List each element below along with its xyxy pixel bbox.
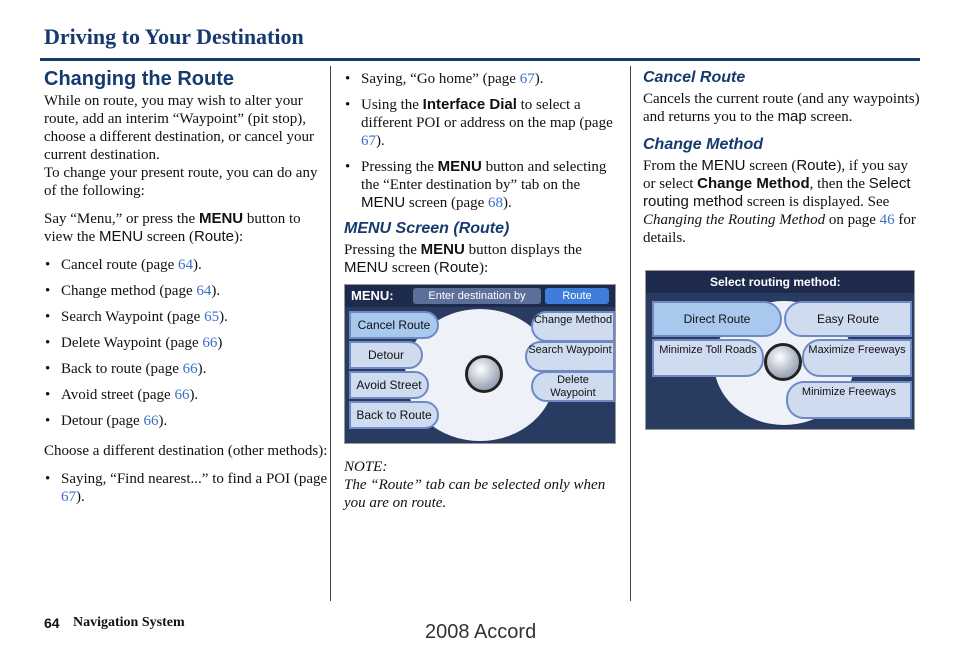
minimize-toll-roads-button[interactable]: Minimize Toll Roads <box>652 339 764 377</box>
column-divider <box>630 66 631 601</box>
note-text: The “Route” tab can be selected only when you are on route. <box>344 477 606 511</box>
routing-method-screen-image <box>645 270 915 430</box>
change-method-button[interactable]: Change Method <box>531 311 615 342</box>
maximize-freeways-button[interactable]: Maximize Freeways <box>802 339 912 377</box>
direct-route-button[interactable]: Direct Route <box>652 301 782 337</box>
list-item: • Using the Interface Dial to select a different POI or address on the map (page 67). <box>344 96 620 150</box>
intro-text-2: To change your present route, you can do any of the following: <box>44 165 318 199</box>
list-item: • Avoid street (page 66). <box>44 386 328 404</box>
minimize-freeways-button[interactable]: Minimize Freeways <box>786 381 912 419</box>
list-item: • Detour (page 66). <box>44 412 328 430</box>
section-heading: Changing the Route <box>44 68 234 90</box>
list-item: • Saying, “Go home” (page 67). <box>344 70 620 88</box>
list-item: • Search Waypoint (page 65). <box>44 308 328 326</box>
back-to-route-button[interactable]: Back to Route <box>349 401 439 429</box>
cancel-route-text: Cancels the current route (and any waypoints) and returns you to the map screen. <box>643 91 920 125</box>
cancel-route-button[interactable]: Cancel Route <box>349 311 439 339</box>
page-link[interactable]: 64 <box>196 283 212 299</box>
page-link[interactable]: 66 <box>143 413 159 429</box>
watermark: 2008 Accord <box>425 621 537 643</box>
list-item: • Change method (page 64). <box>44 282 328 300</box>
page-link[interactable]: 46 <box>879 212 895 228</box>
page-link[interactable]: 67 <box>361 133 376 149</box>
intro-text: While on route, you may wish to alter your route, add an interim “Waypoint” (pit stop), choose a different destination, or cancel your current destination. <box>44 93 315 163</box>
list-item: • Cancel route (page 64). <box>44 256 328 274</box>
interface-dial-icon <box>465 355 503 393</box>
footer-label: Navigation System <box>73 615 185 630</box>
column-3 <box>643 66 923 257</box>
list-item: • Pressing the MENU button and selecting the “Enter destination by” tab on the MENU screen (page 68). <box>344 158 620 212</box>
page-link[interactable]: 67 <box>519 71 535 87</box>
menu-screen-text: Pressing the MENU button displays the MENU screen (Route): <box>344 241 582 276</box>
page-link[interactable]: 66 <box>202 335 218 351</box>
tab-route[interactable]: Route <box>545 288 609 304</box>
interface-dial-icon <box>764 343 802 381</box>
change-method-heading: Change Method <box>643 136 763 153</box>
column-2 <box>344 66 620 287</box>
page-number: 64 <box>44 615 60 631</box>
cancel-route-heading: Cancel Route <box>643 69 746 86</box>
search-waypoint-button[interactable]: Search Waypoint <box>525 341 615 372</box>
routing-title: Select routing method: <box>710 275 841 289</box>
choose-text: Choose a different destination (other methods): <box>44 443 328 459</box>
easy-route-button[interactable]: Easy Route <box>784 301 912 337</box>
list-item: • Saying, “Find nearest...” to find a POI (page 67). <box>44 470 328 506</box>
menu-title: MENU: <box>351 288 394 303</box>
page-link[interactable]: 66 <box>174 387 190 403</box>
column-divider <box>330 66 331 601</box>
page-link[interactable]: 66 <box>182 361 198 377</box>
page-link[interactable]: 65 <box>204 309 220 325</box>
delete-waypoint-button[interactable]: Delete Waypoint <box>531 371 615 402</box>
page-title: Driving to Your Destination <box>44 24 304 49</box>
column-1 <box>44 66 328 514</box>
page-link[interactable]: 67 <box>61 489 76 505</box>
note-label: NOTE: <box>344 459 388 475</box>
say-menu-text: Say “Menu,” or press the MENU button to view the MENU screen (Route): <box>44 210 301 245</box>
note-block <box>344 458 620 512</box>
list-item: • Delete Waypoint (page 66) <box>44 334 328 352</box>
header-rule <box>40 58 920 61</box>
page-link[interactable]: 68 <box>488 195 504 211</box>
menu-screen-image <box>344 284 616 444</box>
detour-button[interactable]: Detour <box>349 341 423 369</box>
change-method-text: From the MENU screen (Route), if you say or select Change Method, then the Select routing method screen is displayed. See Changing the Routing Method on page 46 for details. <box>643 157 916 246</box>
tab-enter-destination[interactable]: Enter destination by <box>413 288 541 304</box>
page-link[interactable]: 64 <box>178 257 194 273</box>
avoid-street-button[interactable]: Avoid Street <box>349 371 429 399</box>
list-item: • Back to route (page 66). <box>44 360 328 378</box>
subheading: MENU Screen (Route) <box>344 220 510 237</box>
